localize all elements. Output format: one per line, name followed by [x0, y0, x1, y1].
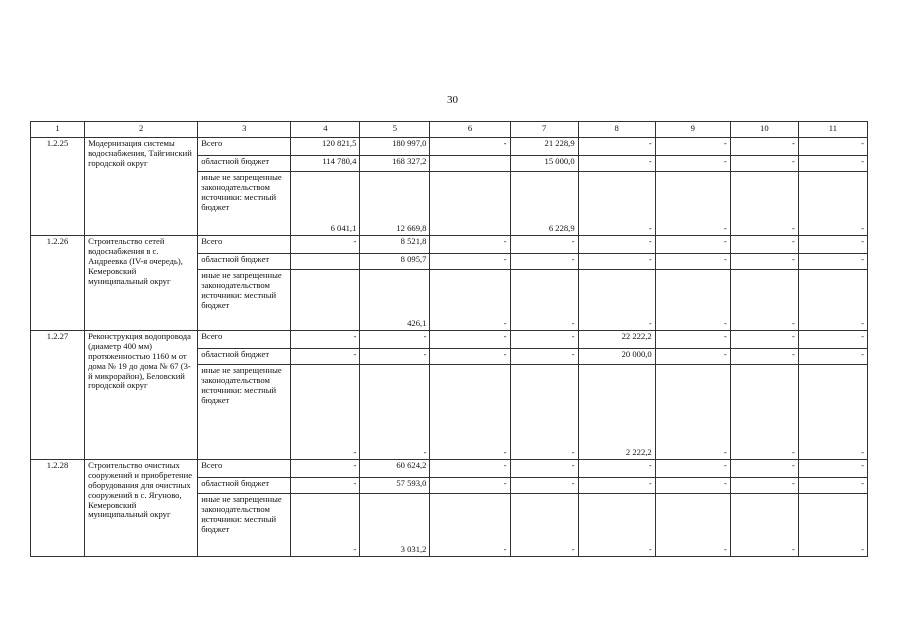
value-cell: - — [291, 365, 360, 460]
value-cell: - — [730, 365, 798, 460]
value-cell: 2 222,2 — [578, 365, 655, 460]
column-header: 9 — [655, 122, 730, 138]
value-cell: - — [655, 494, 730, 557]
value-cell: 6 041,1 — [291, 172, 360, 236]
value-cell: 8 521,8 — [360, 236, 430, 254]
item-name: Строительство очистных сооружений и приобретение оборудования для очистных сооружений в с. Ягуново, Кемеровский муниципальный округ — [85, 460, 198, 557]
column-header: 10 — [730, 122, 798, 138]
value-cell: - — [578, 254, 655, 270]
value-cell: - — [798, 349, 867, 365]
value-cell: - — [730, 172, 798, 236]
item-name: Строительство сетей водоснабжения в с. Андреевка (IV-я очередь), Кемеровский муниципальный округ — [85, 236, 198, 331]
value-cell: - — [798, 494, 867, 557]
page-number: 30 — [447, 94, 458, 106]
value-cell: - — [655, 172, 730, 236]
value-cell: - — [730, 138, 798, 156]
value-cell: - — [430, 478, 510, 494]
value-cell: - — [730, 494, 798, 557]
value-cell: - — [730, 270, 798, 331]
funding-source: Всего — [198, 460, 291, 478]
table-row — [31, 331, 868, 349]
funding-source: областной бюджет — [198, 478, 291, 494]
value-cell: - — [730, 460, 798, 478]
value-cell: - — [798, 172, 867, 236]
value-cell: - — [730, 478, 798, 494]
value-cell: - — [430, 236, 510, 254]
value-cell: - — [730, 156, 798, 172]
value-cell: 168 327,2 — [360, 156, 430, 172]
value-cell: - — [798, 236, 867, 254]
column-header: 3 — [198, 122, 291, 138]
value-cell: 180 997,0 — [360, 138, 430, 156]
value-cell: - — [510, 460, 578, 478]
value-cell: - — [510, 236, 578, 254]
funding-source: Всего — [198, 236, 291, 254]
value-cell: - — [798, 270, 867, 331]
funding-source: иные не запрещенные законодательством источники: местный бюджет — [198, 365, 291, 460]
value-cell: - — [430, 460, 510, 478]
value-cell: - — [655, 254, 730, 270]
value-cell: - — [578, 270, 655, 331]
value-cell: 57 593,0 — [360, 478, 430, 494]
funding-source: областной бюджет — [198, 156, 291, 172]
value-cell: 426,1 — [360, 270, 430, 331]
value-cell: - — [655, 331, 730, 349]
value-cell: - — [655, 349, 730, 365]
value-cell: - — [798, 365, 867, 460]
value-cell: - — [291, 478, 360, 494]
value-cell: - — [510, 494, 578, 557]
table-row — [31, 460, 868, 478]
value-cell: - — [655, 270, 730, 331]
value-cell: - — [360, 331, 430, 349]
value-cell: 8 095,7 — [360, 254, 430, 270]
column-header: 8 — [578, 122, 655, 138]
column-header: 5 — [360, 122, 430, 138]
value-cell: - — [655, 460, 730, 478]
funding-source: Всего — [198, 331, 291, 349]
funding-source: областной бюджет — [198, 254, 291, 270]
value-cell: - — [360, 349, 430, 365]
funding-source: иные не запрещенные законодательством источники: местный бюджет — [198, 494, 291, 557]
value-cell: - — [578, 138, 655, 156]
value-cell: - — [730, 349, 798, 365]
value-cell: - — [360, 365, 430, 460]
item-code: 1.2.27 — [31, 331, 85, 460]
value-cell: - — [798, 478, 867, 494]
value-cell: - — [730, 236, 798, 254]
funding-source: иные не запрещенные законодательством источники: местный бюджет — [198, 270, 291, 331]
value-cell: - — [798, 331, 867, 349]
table-row — [31, 138, 868, 156]
value-cell: 12 669,8 — [360, 172, 430, 236]
value-cell: - — [430, 349, 510, 365]
item-name: Реконструкция водопровода (диаметр 400 мм) протяженностью 1160 м от дома № 19 до дома № 67 (3-й микрорайон), Беловский городской округ — [85, 331, 198, 460]
value-cell: - — [430, 331, 510, 349]
value-cell: - — [798, 460, 867, 478]
value-cell: - — [655, 156, 730, 172]
value-cell: - — [578, 478, 655, 494]
value-cell — [430, 156, 510, 172]
column-header: 6 — [430, 122, 510, 138]
value-cell: 60 624,2 — [360, 460, 430, 478]
column-header: 4 — [291, 122, 360, 138]
value-cell: - — [510, 254, 578, 270]
value-cell: - — [510, 270, 578, 331]
value-cell: - — [291, 494, 360, 557]
value-cell: - — [430, 254, 510, 270]
value-cell: - — [798, 254, 867, 270]
value-cell: - — [291, 331, 360, 349]
value-cell: - — [578, 494, 655, 557]
value-cell — [430, 172, 510, 236]
value-cell: - — [655, 138, 730, 156]
value-cell: - — [578, 460, 655, 478]
value-cell: 6 228,9 — [510, 172, 578, 236]
value-cell: - — [430, 365, 510, 460]
value-cell: - — [510, 349, 578, 365]
value-cell: - — [655, 478, 730, 494]
item-code: 1.2.26 — [31, 236, 85, 331]
value-cell: - — [291, 236, 360, 254]
value-cell: 21 228,9 — [510, 138, 578, 156]
value-cell: 114 780,4 — [291, 156, 360, 172]
item-code: 1.2.25 — [31, 138, 85, 236]
value-cell: 15 000,0 — [510, 156, 578, 172]
funding-source: иные не запрещенные законодательством источники: местный бюджет — [198, 172, 291, 236]
value-cell — [291, 254, 360, 270]
value-cell: - — [291, 460, 360, 478]
value-cell: - — [655, 236, 730, 254]
value-cell: - — [578, 156, 655, 172]
funding-source: областной бюджет — [198, 349, 291, 365]
value-cell: - — [730, 254, 798, 270]
value-cell: 20 000,0 — [578, 349, 655, 365]
value-cell: - — [730, 331, 798, 349]
value-cell: - — [510, 478, 578, 494]
value-cell: - — [578, 236, 655, 254]
item-code: 1.2.28 — [31, 460, 85, 557]
value-cell: - — [578, 172, 655, 236]
value-cell: - — [798, 156, 867, 172]
column-header: 7 — [510, 122, 578, 138]
column-header: 1 — [31, 122, 85, 138]
header-row — [31, 122, 868, 138]
value-cell: - — [430, 270, 510, 331]
column-header: 2 — [85, 122, 198, 138]
value-cell: - — [430, 138, 510, 156]
table-row — [31, 236, 868, 254]
value-cell: - — [510, 331, 578, 349]
item-name: Модернизация системы водоснабжения, Тайгинский городской округ — [85, 138, 198, 236]
value-cell: - — [510, 365, 578, 460]
column-header: 11 — [798, 122, 867, 138]
value-cell: 120 821,5 — [291, 138, 360, 156]
value-cell: - — [430, 494, 510, 557]
budget-table — [30, 121, 868, 557]
value-cell — [291, 270, 360, 331]
value-cell: - — [655, 365, 730, 460]
funding-source: Всего — [198, 138, 291, 156]
value-cell: - — [798, 138, 867, 156]
value-cell: 3 031,2 — [360, 494, 430, 557]
value-cell: - — [291, 349, 360, 365]
value-cell: 22 222,2 — [578, 331, 655, 349]
